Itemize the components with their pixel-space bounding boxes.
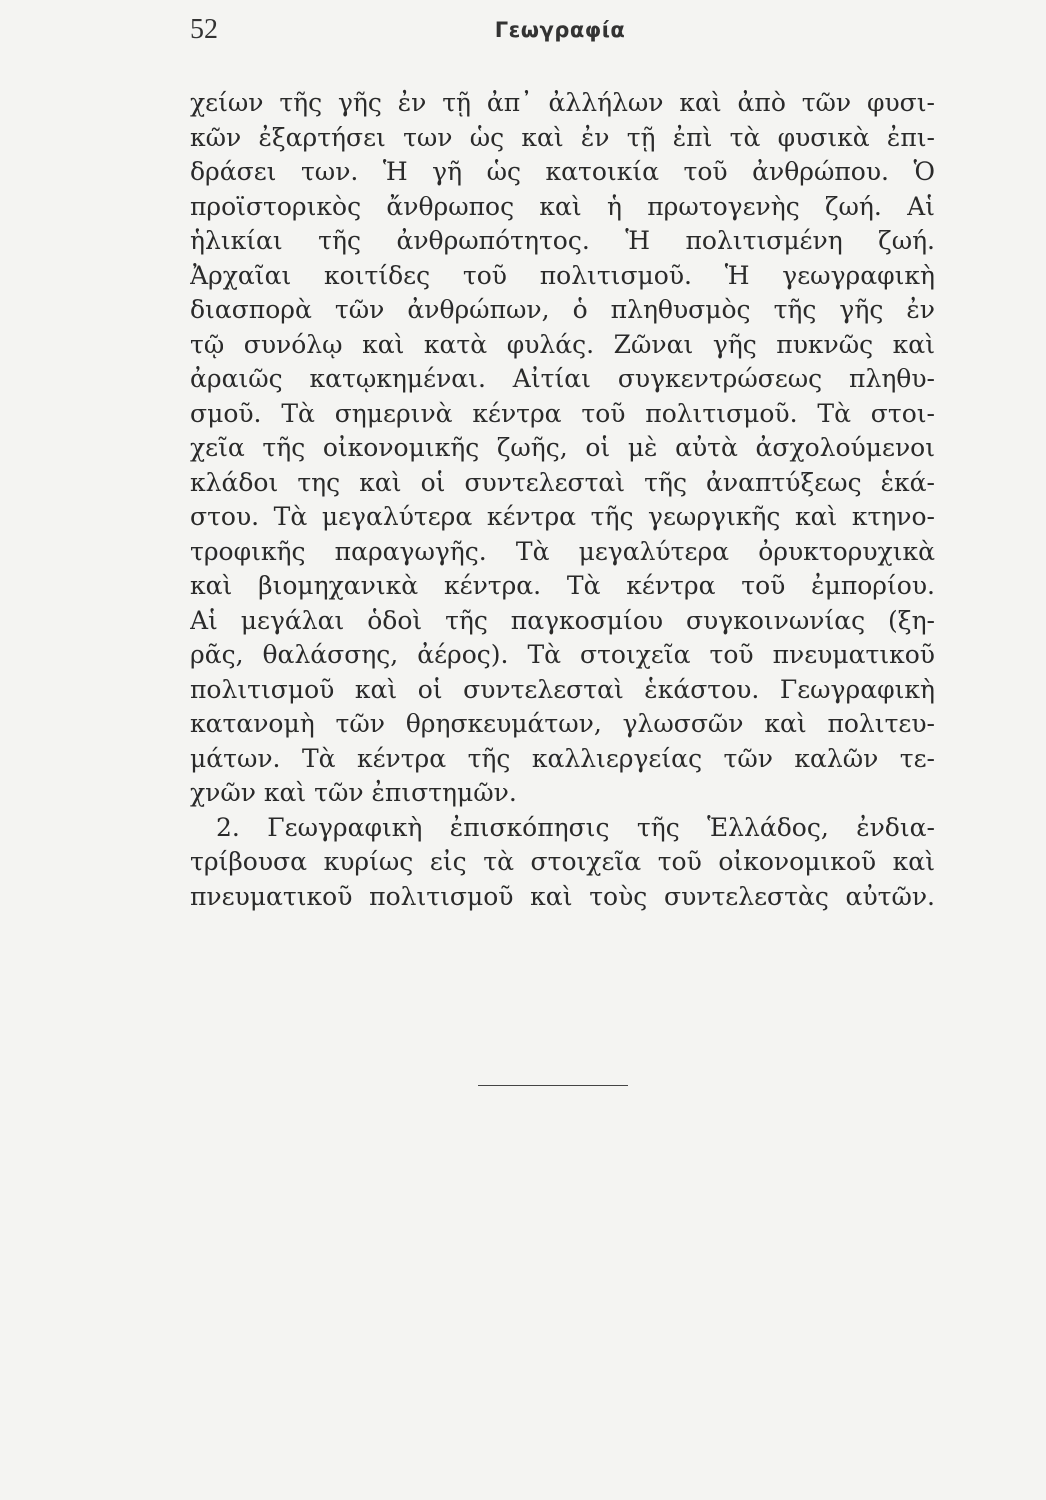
text-line: κῶν ἐξαρτήσει των ὡς καὶ ἐν τῇ ἐπὶ τὰ φυσικὰ ἐπι- <box>190 122 935 152</box>
text-line: κατανομὴ τῶν θρησκευμάτων, γλωσσῶν καὶ πολιτευ- <box>190 709 935 738</box>
text-line: δράσει των. Ἡ γῆ ὡς κατοικία τοῦ ἀνθρώπου. Ὁ <box>190 157 935 186</box>
text-line: προϊστορικὸς ἄνθρωπος καὶ ἡ πρωτογενὴς ζωή. Αἱ <box>190 191 935 221</box>
text-line: ρᾶς, θαλάσσης, ἀέρος). Τὰ στοιχεῖα τοῦ πνευματικοῦ <box>190 640 935 669</box>
text-line: πολιτισμοῦ καὶ οἱ συντελεσταὶ ἑκάστου. Γεωγραφικὴ <box>190 674 935 704</box>
text-line: κλάδοι της καὶ οἱ συντελεσταὶ τῆς ἀναπτύξεως ἑκά- <box>190 467 935 497</box>
text-line: διασπορὰ τῶν ἀνθρώπων, ὁ πληθυσμὸς τῆς γῆς ἐν <box>190 295 935 324</box>
text-line: στου. Τὰ μεγαλύτερα κέντρα τῆς γεωργικῆς καὶ κτηνο- <box>190 502 935 531</box>
text-line: χνῶν καὶ τῶν ἐπιστημῶν. <box>190 778 517 807</box>
text-line: πνευματικοῦ πολιτισμοῦ καὶ τοὺς συντελεστὰς αὐτῶν. <box>190 881 935 911</box>
running-title: Γεωγραφία <box>494 18 626 42</box>
text-line: τροφικῆς παραγωγῆς. Τὰ μεγαλύτερα ὀρυκτορυχικὰ <box>190 536 935 566</box>
text-line: τρίβουσα κυρίως εἰς τὰ στοιχεῖα τοῦ οἰκονομικοῦ καὶ <box>190 847 935 876</box>
text-line: καὶ βιομηχανικὰ κέντρα. Τὰ κέντρα τοῦ ἐμπορίου. <box>190 571 935 600</box>
page-header <box>190 14 930 54</box>
text-line: Ἀρχαῖαι κοιτίδες τοῦ πολιτισμοῦ. Ἡ γεωγραφικὴ <box>190 260 935 290</box>
section-divider <box>478 1085 628 1086</box>
text-line: τῷ συνόλῳ καὶ κατὰ φυλάς. Ζῶναι γῆς πυκνῶς καὶ <box>190 329 935 359</box>
text-line: χείων τῆς γῆς ἐν τῇ ἀπ᾽ ἀλλήλων καὶ ἀπὸ τῶν φυσι- <box>190 88 935 117</box>
text-line: Αἱ μεγάλαι ὁδοὶ τῆς παγκοσμίου συγκοινωνίας (ξη- <box>190 605 935 635</box>
text-line: ἡλικίαι τῆς ἀνθρωπότητος. Ἡ πολιτισμένη ζωή. <box>190 226 935 255</box>
text-line: μάτων. Τὰ κέντρα τῆς καλλιεργείας τῶν καλῶν τε- <box>190 743 935 773</box>
text-line: σμοῦ. Τὰ σημερινὰ κέντρα τοῦ πολιτισμοῦ. Τὰ στοι- <box>190 398 935 428</box>
text-line: ἀραιῶς κατῳκημέναι. Αἰτίαι συγκεντρώσεως πληθυ- <box>190 364 935 393</box>
text-line: 2. Γεωγραφικὴ ἐπισκόπησις τῆς Ἑλλάδος, ἐνδια- <box>216 812 935 842</box>
page-number: 52 <box>190 14 218 45</box>
text-line: χεῖα τῆς οἰκονομικῆς ζωῆς, οἱ μὲ αὐτὰ ἀσχολούμενοι <box>190 433 935 462</box>
body-text <box>190 86 935 914</box>
